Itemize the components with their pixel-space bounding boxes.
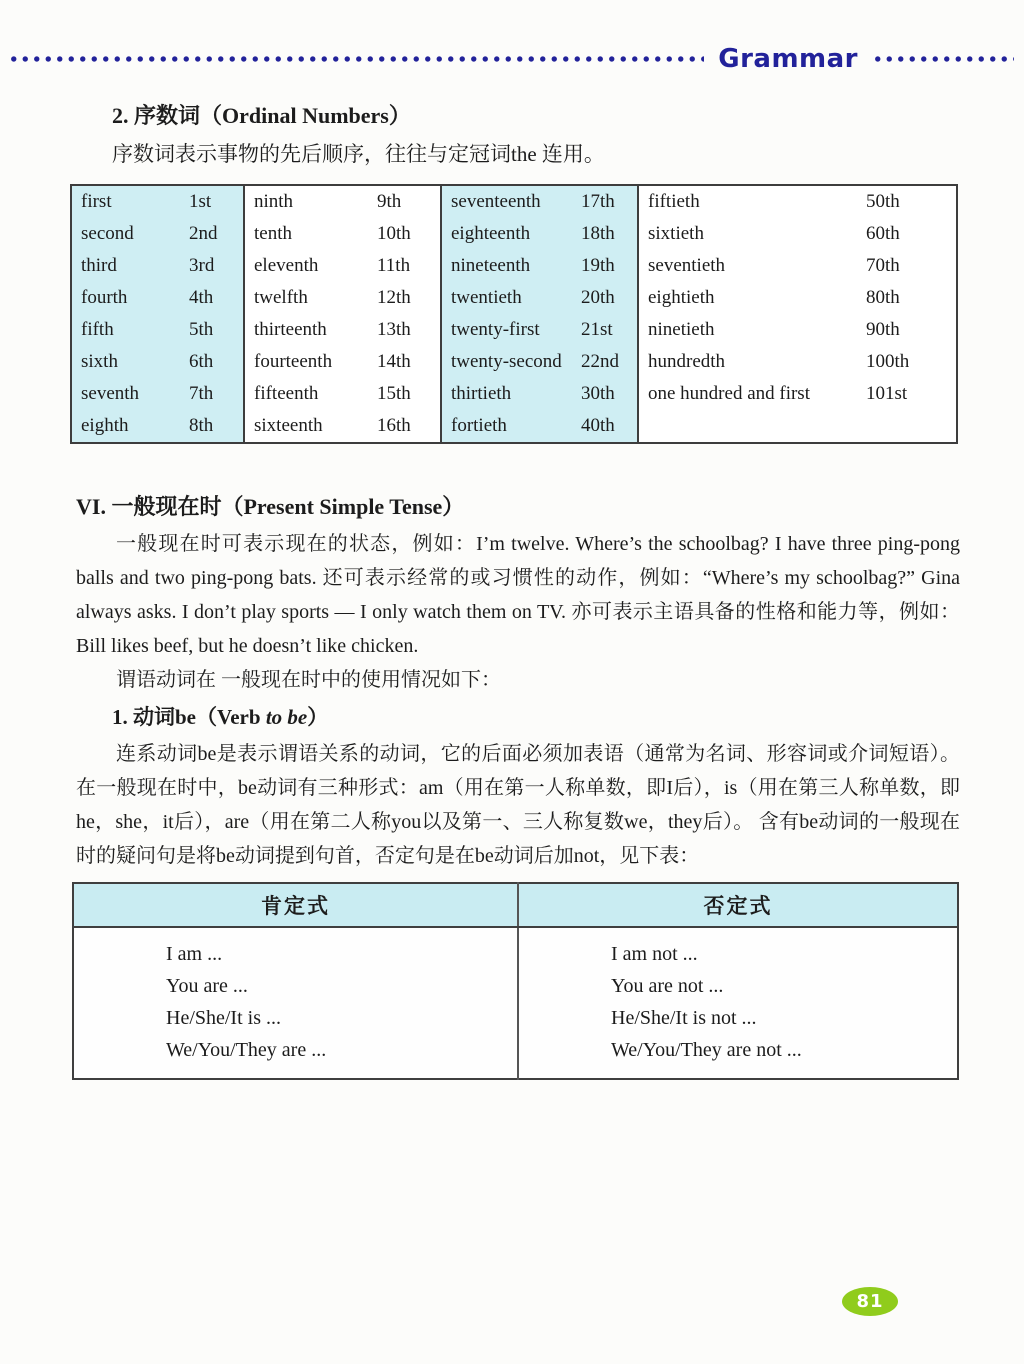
ordinal-word-cell: fourteenth [244, 346, 377, 378]
ordinal-word-cell: thirtieth [441, 378, 581, 410]
be-form-line: We/You/They are not ... [611, 1039, 802, 1061]
ordinal-abbr-cell: 40th [581, 410, 638, 443]
ordinal-word-cell: seventh [71, 378, 189, 410]
be-form-line: He/She/It is ... [166, 1007, 281, 1029]
ordinal-abbr-cell: 80th [866, 287, 900, 308]
ordinal-word-cell: one hundred and first [638, 378, 866, 410]
be-form-line: You are ... [166, 975, 248, 997]
ordinal-word-cell: hundredth [638, 346, 866, 378]
ordinal-word-cell: seventieth [638, 250, 866, 282]
ordinal-abbr-cell: 18th [581, 218, 638, 250]
ordinal-word-cell: eighteenth [441, 218, 581, 250]
ordinal-abbr-cell: 70th [866, 255, 900, 276]
ordinal-word-cell: twentieth [441, 282, 581, 314]
ordinal-abbr-cell: 6th [189, 346, 244, 378]
ordinal-word-cell: sixth [71, 346, 189, 378]
ordinal-table-row [71, 250, 957, 282]
ordinal-abbr-cell: 2nd [189, 218, 244, 250]
page-number: 81 [856, 1290, 884, 1312]
dotted-line-right-icon [872, 55, 1014, 63]
ordinal-abbr-cell: 60th [866, 223, 900, 244]
ordinal-abbr-cell: 20th [581, 282, 638, 314]
ordinal-numbers-table [70, 184, 958, 444]
ordinal-table-row [71, 314, 957, 346]
be-form-line: He/She/It is not ... [611, 1007, 757, 1029]
ordinal-table-row [71, 185, 957, 218]
ordinal-table-row [71, 282, 957, 314]
ordinal-abbr-cell: 14th [377, 351, 411, 372]
ordinal-word-cell: eightieth [638, 282, 866, 314]
ordinal-word-cell: sixteenth [244, 410, 377, 443]
ordinal-word-cell: first [71, 185, 189, 218]
ordinal-table-row [71, 218, 957, 250]
ordinal-abbr-cell: 13th [377, 319, 411, 340]
be-form-line: I am not ... [611, 943, 698, 965]
tense-paragraph: 一般现在时可表示现在的状态，例如：I’m twelve. Where’s the schoolbag? I have three ping-pong balls and two ping-pong bats. 还可表示经常的或习惯性的动作，例如：“Where’s my schoolbag?” Gina always asks. I don’t play sports — I only watch them on TV. 亦可表示主语具备的性格和能力等，例如：Bill likes beef, but he doesn’t like chicken. [76, 533, 960, 657]
ordinal-word-cell: twenty-second [441, 346, 581, 378]
ordinal-abbr-cell: 19th [581, 250, 638, 282]
ordinal-word-cell: fiftieth [638, 185, 866, 218]
ordinal-word-cell: tenth [244, 218, 377, 250]
ordinal-abbr-cell: 22nd [581, 346, 638, 378]
ordinal-table-row [71, 346, 957, 378]
ordinal-word-cell: twenty-first [441, 314, 581, 346]
ordinal-abbr-cell: 7th [189, 378, 244, 410]
page-number-badge [842, 1287, 898, 1316]
ordinal-abbr-cell: 100th [866, 351, 910, 372]
ordinal-abbr-cell: 90th [866, 319, 900, 340]
be-form-line: I am ... [166, 943, 223, 965]
be-table-header-row [73, 883, 958, 927]
ordinal-abbr-cell: 12th [377, 287, 411, 308]
ordinal-word-cell: eighth [71, 410, 189, 443]
ordinal-word-cell: ninth [244, 185, 377, 218]
ordinal-abbr-cell: 50th [866, 191, 900, 212]
ordinal-abbr-cell: 3rd [189, 250, 244, 282]
ordinal-abbr-cell: 5th [189, 314, 244, 346]
ordinal-abbr-cell: 101st [866, 383, 908, 404]
ordinal-abbr-cell: 4th [189, 282, 244, 314]
ordinal-abbr-cell: 15th [377, 383, 411, 404]
ordinal-abbr-cell: 16th [377, 415, 411, 436]
dotted-line-left-icon [8, 55, 704, 63]
ordinal-section-intro: 序数词表示事物的先后顺序，往往与定冠词the 连用。 [112, 142, 605, 166]
be-table-header-negative: 否定式 [518, 883, 958, 927]
ordinal-word-cell: second [71, 218, 189, 250]
ordinal-abbr-cell: 10th [377, 223, 411, 244]
ordinal-table-body [71, 185, 957, 443]
verb-be-paragraph: 连系动词be是表示谓语关系的动词，它的后面必须加表语（通常为名词、形容词或介词短语）。在一般现在时中，be动词有三种形式：am（用在第一人称单数，即I后），is（用在第三人称单数，即he，she，it后），are（用在第二人称you以及第一、三人称复数we，they后）。 含有be动词的一般现在时的疑问句是将be动词提到句首，否定句是在be动词后加not，见下表： [76, 743, 960, 867]
ordinal-word-cell: seventeenth [441, 185, 581, 218]
verb-be-heading-prefix: 1. 动词be（Verb [112, 705, 266, 729]
tense-usage-note: 谓语动词在 一般现在时中的使用情况如下： [116, 669, 501, 691]
ordinal-abbr-cell: 17th [581, 185, 638, 218]
ordinal-abbr-cell: 9th [377, 191, 402, 212]
tense-section-heading: VI. 一般现在时（Present Simple Tense） [76, 494, 465, 519]
ordinal-word-cell: ninetieth [638, 314, 866, 346]
ordinal-word-cell [638, 410, 866, 443]
be-negative-cell [518, 927, 958, 1079]
ordinal-abbr-cell: 8th [189, 410, 244, 443]
ordinal-abbr-cell [866, 410, 957, 443]
be-forms-table [72, 882, 959, 1080]
ordinal-word-cell: third [71, 250, 189, 282]
verb-be-heading-suffix: ） [307, 705, 329, 729]
verb-be-heading [112, 702, 1024, 732]
ordinal-word-cell: twelfth [244, 282, 377, 314]
ordinal-abbr-cell: 21st [581, 314, 638, 346]
be-form-line: You are not ... [611, 975, 724, 997]
ordinal-table-row [71, 410, 957, 443]
ordinal-word-cell: fifteenth [244, 378, 377, 410]
ordinal-abbr-cell: 1st [189, 185, 244, 218]
header-rule [8, 46, 1014, 72]
ordinal-word-cell: fifth [71, 314, 189, 346]
ordinal-word-cell: eleventh [244, 250, 377, 282]
ordinal-section-heading: 2. 序数词（Ordinal Numbers） [112, 103, 411, 128]
ordinal-word-cell: fortieth [441, 410, 581, 443]
verb-be-heading-italic: to be [265, 705, 308, 729]
ordinal-word-cell: nineteenth [441, 250, 581, 282]
be-table-header-affirmative: 肯定式 [73, 883, 518, 927]
ordinal-word-cell: thirteenth [244, 314, 377, 346]
ordinal-word-cell: sixtieth [638, 218, 866, 250]
ordinal-abbr-cell: 11th [377, 255, 411, 276]
be-form-line: We/You/They are ... [166, 1039, 327, 1061]
ordinal-word-cell: fourth [71, 282, 189, 314]
ordinal-abbr-cell: 30th [581, 378, 638, 410]
ordinal-table-row [71, 378, 957, 410]
be-table-body-row [73, 927, 958, 1079]
grammar-header-label: Grammar [718, 44, 858, 74]
be-affirmative-cell [73, 927, 518, 1079]
